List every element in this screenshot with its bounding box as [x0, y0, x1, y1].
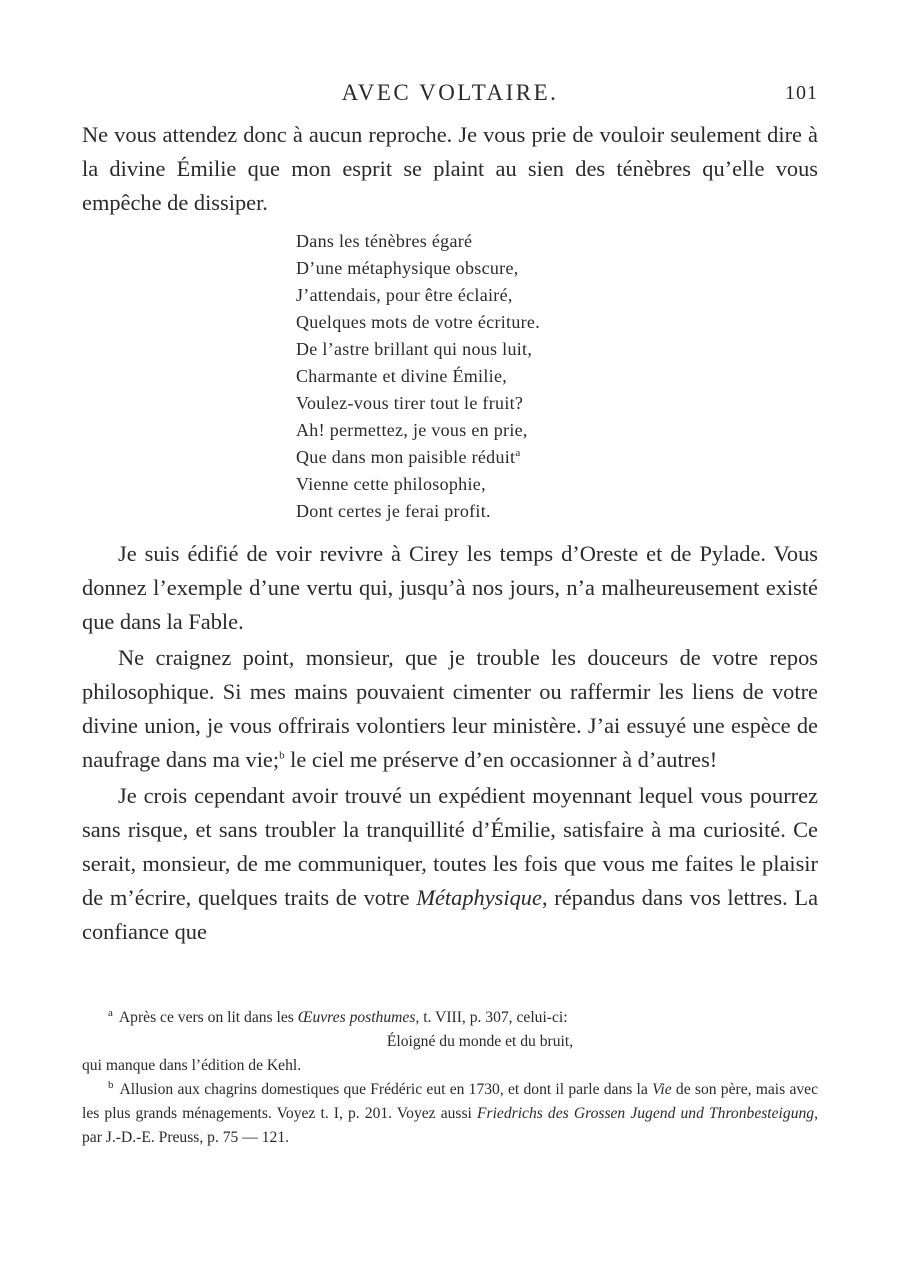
poem-line: Voulez-vous tirer tout le fruit? [296, 393, 524, 413]
paragraph-4-text-end: , répandus dans vos lettres. La confiance que [82, 885, 819, 944]
running-head [82, 78, 818, 108]
footnote-a-quoted-line: Éloigné du monde et du bruit, [386, 1033, 574, 1050]
footnote-a-continuation: qui manque dans l’édition de Kehl. [82, 1057, 302, 1074]
footnote-ref-a[interactable]: a [515, 447, 521, 459]
paragraph-4-text: Je crois cependant avoir trouvé un expédient moyennant lequel vous pourrez sans risque, et sans troubler la tranquillité d’Émilie, satisfaire à ma curiosité. Ce serait, monsieur, de me communiquer, toutes les fois que vous me faites le plaisir de m’écrire, quelques traits de votre [82, 783, 818, 910]
footnote-a-text: Après ce vers on lit dans les [118, 1009, 298, 1026]
poem-line: Ah! permettez, je vous en prie, [296, 420, 528, 440]
footnotes [82, 1006, 818, 1150]
footnote-a-work-title: Œuvres posthumes, [297, 1009, 420, 1026]
page-number: 101 [785, 82, 818, 104]
poem-line [296, 444, 818, 471]
paragraph-3-text-end: le ciel me préserve d’en occasionner à d’autres! [284, 747, 718, 772]
poem-line: D’une métaphysique obscure, [296, 258, 519, 278]
poem-line: Charmante et divine Émilie, [296, 366, 508, 386]
footnote-b [82, 1078, 818, 1150]
poem-line-text: Que dans mon paisible réduit [296, 447, 516, 467]
footnote-mark-a: a [108, 1006, 113, 1019]
poem-line: Dans les ténèbres égaré [296, 231, 473, 251]
footnote-b-work-title-2: Friedrichs des Grossen Jugend und Thronbesteigung [477, 1105, 815, 1122]
poem-line: De l’astre brillant qui nous luit, [296, 339, 533, 359]
footnote-a-text-end: t. VIII, p. 307, celui-ci: [419, 1009, 568, 1026]
poem-line: Vienne cette philosophie, [296, 474, 486, 494]
footnote-ref-b[interactable]: b [279, 749, 285, 762]
footnote-b-work-title-1: Vie [652, 1081, 672, 1098]
book-page [82, 0, 818, 1280]
paragraph-3-text: Ne craignez point, monsieur, que je trouble les douceurs de votre repos philosophique. Si mes mains pouvaient cimenter ou raffermir les liens de votre divine union, je vous offrirais volontiers leur ministère. J’ai essuyé une espèce de naufrage dans ma vie; [82, 645, 818, 772]
poem-line: J’attendais, pour être éclairé, [296, 285, 513, 305]
footnote-b-text-3: , par J.-D.-E. Preuss, p. 75 — 121. [82, 1105, 818, 1146]
paragraph-2: Je suis édifié de voir revivre à Cirey les temps d’Oreste et de Pylade. Vous donnez l’exemple d’une vertu qui, jusqu’à nos jours, n’a malheureusement existé que dans la Fable. [82, 541, 818, 634]
footnote-b-text: Allusion aux chagrins domestiques que Frédéric eut en 1730, et dont il parle dans la [119, 1081, 653, 1098]
poem-line: Quelques mots de votre écriture. [296, 312, 541, 332]
running-title: AVEC VOLTAIRE. [341, 80, 559, 105]
paragraph-4 [82, 779, 818, 949]
footnote-b-text-2: de son père, mais avec les plus grands ménagements. Voyez t. I, p. 201. Voyez aussi [82, 1081, 818, 1122]
footnote-mark-b: b [108, 1078, 114, 1091]
poem [296, 228, 818, 525]
work-title: Métaphysique [416, 885, 542, 910]
footnote-a [82, 1006, 818, 1030]
paragraph-3 [82, 641, 818, 777]
body-text [82, 118, 818, 949]
paragraph-1: Ne vous attendez donc à aucun reproche. Je vous prie de vouloir seulement dire à la divine Émilie que mon esprit se plaint au sien des ténèbres qu’elle vous empêche de dissiper. [82, 122, 818, 215]
poem-line: Dont certes je ferai profit. [296, 501, 491, 521]
